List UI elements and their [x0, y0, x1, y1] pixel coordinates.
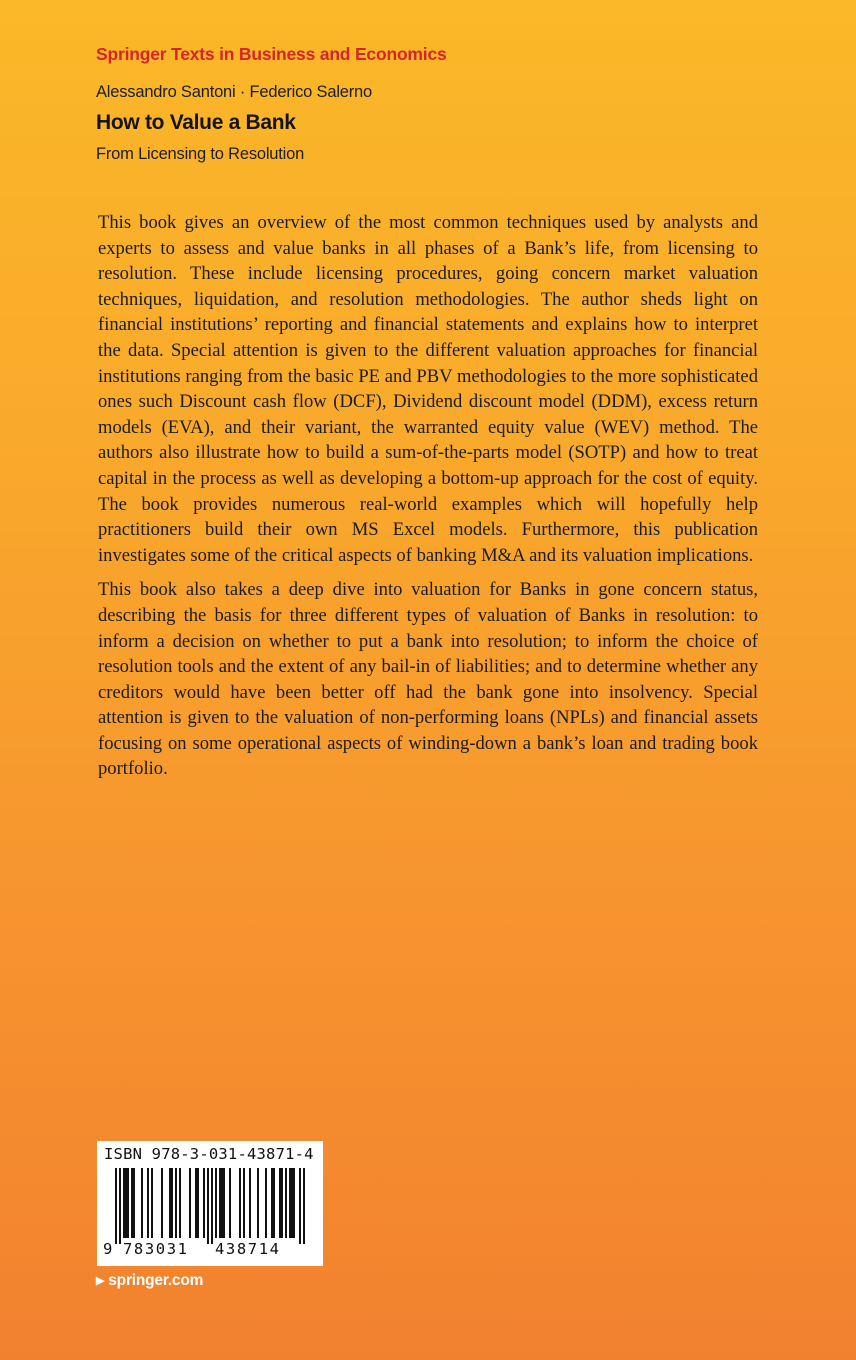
barcode-bar: [141, 1168, 143, 1238]
barcode-digits-right-group: 438714: [215, 1240, 281, 1258]
barcode-bar: [195, 1168, 197, 1238]
barcode-digits: [97, 1240, 323, 1264]
barcode-bar: [223, 1168, 225, 1238]
barcode-bar: [131, 1168, 133, 1238]
description-paragraph-1: This book gives an overview of the most common techniques used by analysts and experts to assess and value banks in all phases of a Bank’s life, from licensing to resolution. These include licensing procedures, going concern market valuation techniques, liquidation, and resolution methodologies. The author sheds light on financial institutions’ reporting and financial statements and explains how to interpret the data. Special attention is given to the different valuation approaches for financial institutions ranging from the basic PE and PBV methodologies to the more sophisticated ones such Discount cash flow (DCF), Dividend discount model (DDM), excess return models (EVA), and their variant, the warranted equity value (WEV) method. The authors also illustrate how to build a sum-of-the-parts model (SOTP) and how to treat capital in the process as well as developing a bottom-up approach for the cost of equity. The book provides numerous real-world examples which will hopefully help practitioners build their own MS Excel models. Furthermore, this publication investigates some of the critical aspects of banking M&A and its valuation implications.: [98, 212, 758, 566]
barcode-bar: [203, 1168, 205, 1238]
barcode-bar: [119, 1168, 121, 1244]
barcode-bar: [293, 1168, 295, 1238]
barcode-bar: [221, 1168, 223, 1238]
barcode-bar: [189, 1168, 191, 1238]
book-description: [98, 210, 758, 791]
publisher-website[interactable]: [96, 1272, 203, 1290]
barcode-bar: [249, 1168, 251, 1238]
barcode-bar: [179, 1168, 181, 1238]
barcode-bar: [303, 1168, 305, 1244]
barcode-bar: [125, 1168, 127, 1238]
barcode-bar: [289, 1168, 291, 1238]
barcode-bar: [285, 1168, 287, 1238]
barcode-image: [105, 1168, 315, 1244]
barcode-bar: [151, 1168, 153, 1238]
barcode-bar: [229, 1168, 231, 1238]
barcode-bar: [211, 1168, 213, 1244]
barcode-bar: [127, 1168, 129, 1238]
barcode-bar: [265, 1168, 267, 1238]
barcode-bar: [123, 1168, 125, 1238]
barcode-bar: [271, 1168, 273, 1238]
triangle-right-icon: ▶: [96, 1275, 105, 1287]
barcode-bar: [169, 1168, 171, 1238]
isbn-label: ISBN 978-3-031-43871-4: [104, 1145, 314, 1163]
barcode-bar: [281, 1168, 283, 1238]
barcode-bar: [257, 1168, 259, 1238]
barcode-digit-first: 9: [103, 1240, 113, 1258]
barcode-bar: [197, 1168, 199, 1238]
description-paragraph-2: This book also takes a deep dive into valuation for Banks in gone concern status, describing the basis for three different types of valuation of Banks in resolution: to inform a decision on whether to put a bank into resolution; to inform the choice of resolution tools and the extent of any bail-in of liabilities; and to determine whether any creditors would have been better off had the bank gone into insolvency. Special attention is given to the valuation of non-performing loans (NPLs) and financial assets focusing on some operational aspects of winding-down a bank’s loan and trading book portfolio.: [98, 579, 758, 780]
barcode-bar: [147, 1168, 149, 1238]
book-title: How to Value a Bank: [96, 111, 296, 134]
website-label: springer.com: [108, 1272, 204, 1289]
book-subtitle: From Licensing to Resolution: [96, 145, 305, 163]
barcode-bar: [279, 1168, 281, 1238]
isbn-barcode-block: [97, 1141, 323, 1266]
barcode-bar: [273, 1168, 275, 1238]
barcode-digits-left-group: 783031: [123, 1240, 189, 1258]
barcode-bar: [215, 1168, 217, 1238]
barcode-bar: [171, 1168, 173, 1238]
barcode-bar: [133, 1168, 135, 1238]
barcode-bar: [291, 1168, 293, 1238]
barcode-bar: [219, 1168, 221, 1238]
barcode-bar: [161, 1168, 163, 1238]
barcode-bar: [115, 1168, 117, 1244]
book-authors: Alessandro Santoni · Federico Salerno: [96, 83, 373, 101]
series-name: Springer Texts in Business and Economics: [96, 44, 447, 64]
barcode-bar: [175, 1168, 177, 1238]
barcode-bar: [243, 1168, 245, 1238]
barcode-bar: [207, 1168, 209, 1244]
barcode-bar: [239, 1168, 241, 1238]
barcode-bar: [299, 1168, 301, 1244]
